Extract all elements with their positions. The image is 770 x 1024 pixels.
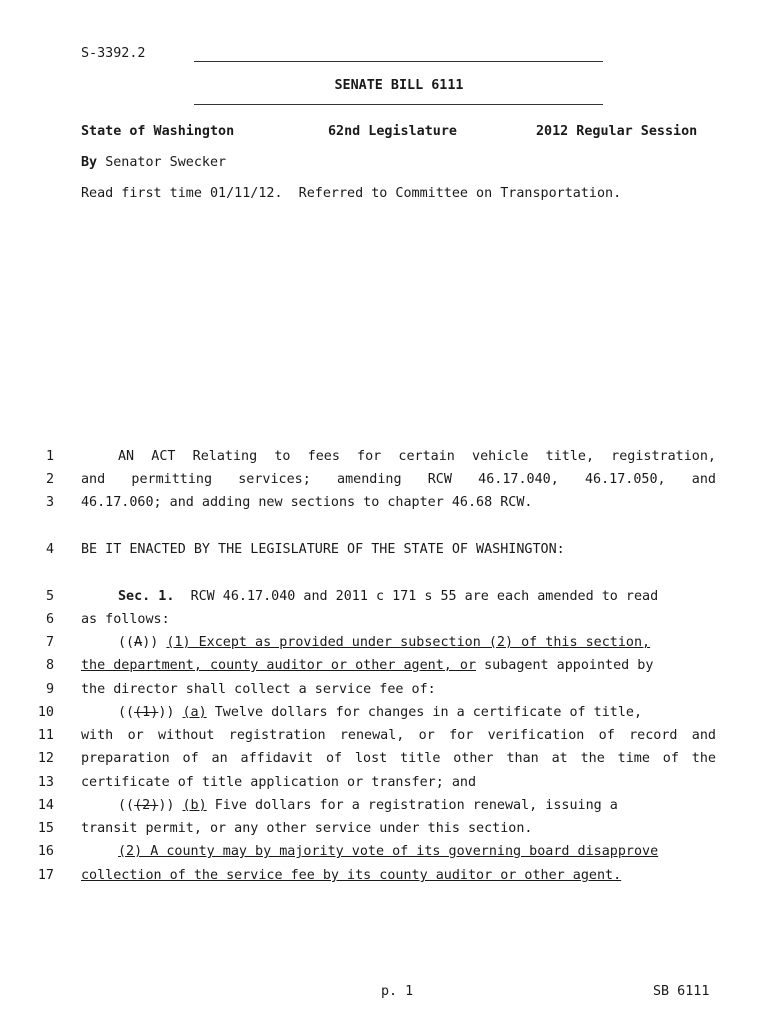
session-label: 2012 Regular Session [536,124,698,139]
sponsor-name: Senator Swecker [105,155,227,170]
plain-text: subagent appointed by [476,658,654,673]
line-number: 14 [37,798,54,813]
amended-text-line [118,635,716,650]
line-number: 7 [45,635,54,650]
document-id: S-3392.2 [81,46,146,61]
header-rule-top [194,61,603,62]
struck-text: (2) [134,798,159,813]
struck-text: (1) [134,705,159,720]
line-number: 15 [37,821,54,836]
section-label: Sec. 1. [118,589,175,604]
deletion-open: (( [118,798,135,813]
page-number: p. 1 [381,984,414,999]
sponsor-line [81,155,226,170]
deletion-open: (( [118,635,135,650]
bill-reference: SB 6111 [653,984,710,999]
first-reading-note: Read first time 01/11/12. Referred to Committee on Transportation. [81,186,622,201]
bill-text-line: preparation of an affidavit of lost title other than at the time of the [81,751,716,766]
bill-text-line: transit permit, or any other service under this section. [81,821,533,836]
line-number: 5 [45,589,54,604]
by-label: By [81,155,98,170]
bill-text-line: 46.17.060; and adding new sections to chapter 46.68 RCW. [81,495,533,510]
legislature-label: 62nd Legislature [328,124,457,139]
bill-text-line: as follows: [81,612,170,627]
deletion-close: )) [158,705,175,720]
struck-text: A [134,635,143,650]
line-number: 16 [37,844,54,859]
bill-text-line: with or without registration renewal, or for verification of record and [81,728,716,743]
line-number: 2 [45,472,54,487]
inserted-text: (b) [182,798,207,813]
line-number: 11 [37,728,54,743]
inserted-text: (2) A county may by majority vote of its governing board disapprove [118,844,659,859]
amended-text-line [118,798,716,813]
state-label: State of Washington [81,124,235,139]
deletion-close: )) [142,635,159,650]
line-number: 13 [37,775,54,790]
section-intro-text: RCW 46.17.040 and 2011 c 171 s 55 are each amended to read [190,589,659,604]
line-number: 1 [45,449,54,464]
header-rule-bottom [194,104,603,105]
bill-text-line: and permitting services; amending RCW 46.17.040, 46.17.050, and [81,472,716,487]
line-number: 3 [45,495,54,510]
deletion-open: (( [118,705,135,720]
enacting-clause: BE IT ENACTED BY THE LEGISLATURE OF THE STATE OF WASHINGTON: [81,542,565,557]
amended-text-line [118,705,716,720]
line-number: 17 [37,868,54,883]
amended-text-line [81,658,716,673]
line-number: 9 [45,682,54,697]
inserted-text: (1) Except as provided under subsection (2) of this section, [166,635,651,650]
inserted-text: the department, county auditor or other agent, or [81,658,477,673]
bill-text-line: AN ACT Relating to fees for certain vehicle title, registration, [118,449,716,464]
section-heading-line [118,589,716,604]
amended-text-line [118,844,716,859]
bill-title: SENATE BILL 6111 [334,78,464,93]
inserted-text: collection of the service fee by its county auditor or other agent. [81,868,622,883]
deletion-close: )) [158,798,175,813]
bill-text-line: the director shall collect a service fee of: [81,682,436,697]
line-number: 10 [37,705,54,720]
inserted-text: (a) [182,705,207,720]
bill-text-line: certificate of title application or transfer; and [81,775,477,790]
line-number: 12 [37,751,54,766]
plain-text: Twelve dollars for changes in a certificate of title, [206,705,643,720]
plain-text: Five dollars for a registration renewal, issuing a [206,798,618,813]
line-number: 6 [45,612,54,627]
line-number: 8 [45,658,54,673]
amended-text-line [81,868,716,883]
line-number: 4 [45,542,54,557]
